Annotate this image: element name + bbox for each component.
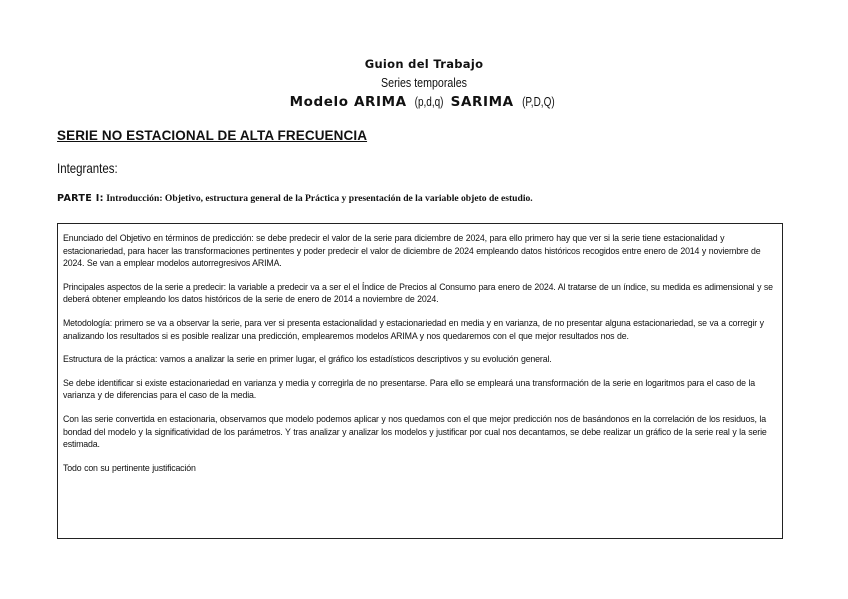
integrantes-label: Integrantes: <box>57 160 118 176</box>
box-paragraph-justificacion: Todo con su pertinente justificación <box>63 462 196 473</box>
model-sarima-label: SARIMA <box>450 94 514 110</box>
section-title: SERIE NO ESTACIONAL DE ALTA FRECUENCIA <box>57 128 368 143</box>
document-subtitle: Series temporales <box>381 75 467 90</box>
parte-lead: PARTE I: <box>57 193 104 204</box>
box-paragraph-modelos: Con las serie convertida en estacionaria, observamos que modelo podemos aplicar y nos quedamos con el que mejor predicción nos de basándonos en la correlación de los residuos, la bondad del modelo y la significatividad de los parámetros. Y tras analizar y analizar los modelos y justificar por cual nos decantamos, se debe realizar un gráfico de la serie real y la serie estimada. <box>63 413 767 450</box>
model-arima-params: (p,d,q) <box>414 95 444 109</box>
parte-text: Introducción: Objetivo, estructura general de la Práctica y presentación de la variable objeto de estudio. <box>106 193 533 204</box>
box-paragraph-estacionariedad: Se debe identificar si existe estacionariedad en varianza y media y corregirla de no presentarse. Para ello se empleará una transformación de la serie en logaritmos para el caso de la varianza y de diferencias para el caso de la media. <box>63 377 756 401</box>
box-paragraph-objetivo: Enunciado del Objetivo en términos de predicción: se debe predecir el valor de la serie para diciembre de 2024, para ello primero hay que ver si la serie tiene estacionalidad y estacionariedad, para hacer las transformaciones pertinentes y poder predecir el valor de diciembre de 2024 empleando datos históricos recogidos entre enero de 2014 y noviembre de 2024. Se van a emplear modelos autorregresivos ARIMA. <box>63 233 761 269</box>
content-box <box>57 223 783 539</box>
parte-heading <box>57 193 533 204</box>
box-paragraph-aspectos: Principales aspectos de la serie a predecir: la variable a predecir va a ser el el Índice de Precios al Consumo para enero de 2024. Al tratarse de un índice, su medida es adimensional y se deberá obtener empleando los datos históricos de la serie de enero de 2014 a noviembre de 2024. <box>63 281 773 305</box>
box-paragraph-metodologia: Metodología: primero se va a observar la serie, para ver si presenta estacionalidad y estacionariedad en media y en varianza, de no presentar alguna estacionariedad, se va a corregir y analizando los resultados si es posible realizar una predicción, emplearemos modelos ARIMA y nos quedaremos con el que mejor resultados nos de. <box>63 317 764 341</box>
box-paragraph-estructura: Estructura de la práctica: vamos a analizar la serie en primer lugar, el gráfico los estadísticos descriptivos y su evolución general. <box>63 354 552 365</box>
document-title: Guion del Trabajo <box>364 57 484 71</box>
model-sarima-params: (P,D,Q) <box>521 95 555 109</box>
model-heading <box>0 94 848 110</box>
model-arima-label: Modelo ARIMA <box>289 94 407 110</box>
